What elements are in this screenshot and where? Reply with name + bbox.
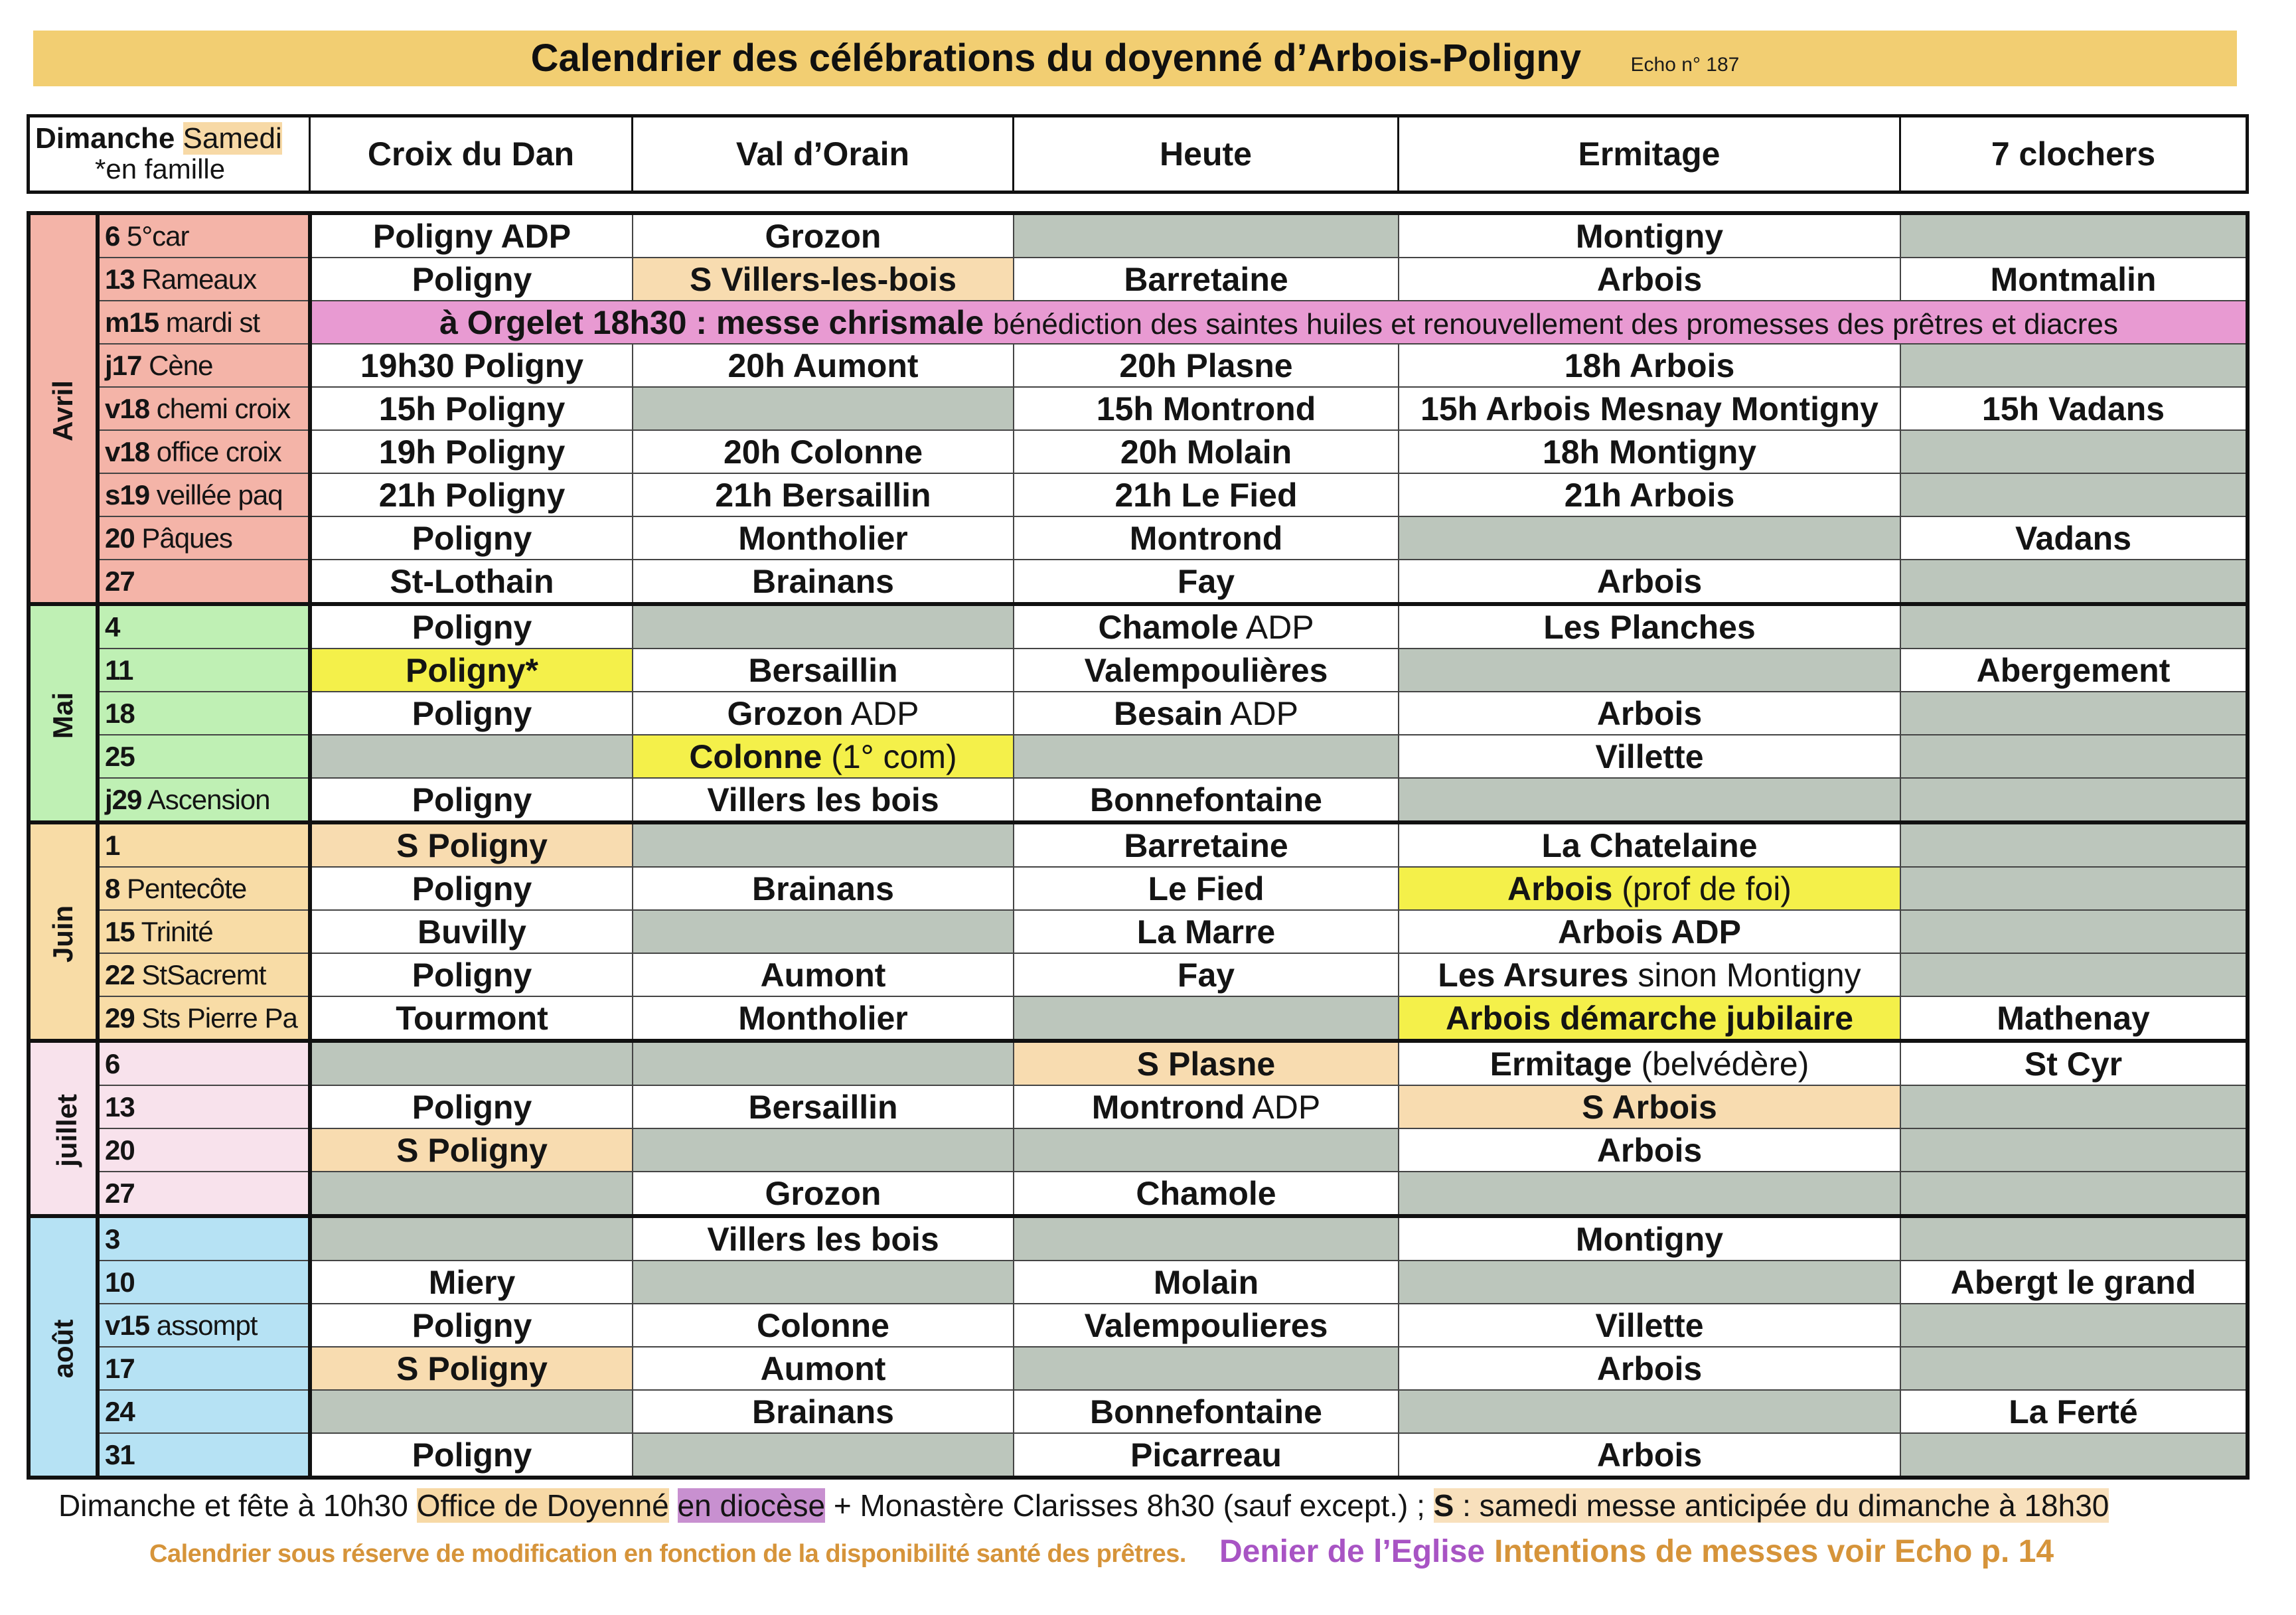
cell-heute: Besain ADP [1014,692,1399,735]
cell-heute [1014,1128,1399,1172]
footer-legend [58,1484,2249,1527]
title-bar [33,31,2237,86]
date-cell: 17 [98,1347,310,1390]
cell-ermitage: Villette [1399,1304,1900,1347]
cell-val-dorain: Brainans [633,867,1014,910]
cell-val-dorain [633,604,1014,649]
cell-7-clochers [1900,822,2248,867]
cell-val-dorain: Brainans [633,1390,1014,1433]
cell-ermitage: Villette [1399,735,1900,778]
footer-notes [149,1531,2273,1573]
cell-croix-du-dan: Buvilly [310,910,633,953]
date-cell: 29 Sts Pierre Pa [98,996,310,1041]
cell-croix-du-dan: Poligny [310,867,633,910]
cell-croix-du-dan: Poligny [310,953,633,996]
cell-val-dorain: 20h Aumont [633,344,1014,387]
date-cell: 8 Pentecôte [98,867,310,910]
cell-val-dorain [633,1128,1014,1172]
cell-val-dorain: Grozon [633,213,1014,258]
cell-heute: S Plasne [1014,1041,1399,1085]
cell-croix-du-dan: 19h30 Poligny [310,344,633,387]
cell-7-clochers [1900,560,2248,604]
table-row [29,1390,2248,1433]
chrismale-desc: bénédiction des saintes huiles et renouvellement des promesses des prêtres et diacres [992,307,2118,341]
cell-7-clochers [1900,1216,2248,1261]
footer-s-letter: S [1433,1488,1454,1523]
month-juin: Juin [29,822,98,1041]
date-cell: 27 [98,560,310,604]
table-row [29,778,2248,822]
cell-ermitage: Ermitage (belvédère) [1399,1041,1900,1085]
date-cell: j29 Ascension [98,778,310,822]
cell-ermitage: Les Planches [1399,604,1900,649]
table-row [29,560,2248,604]
cell-val-dorain: Brainans [633,560,1014,604]
table-row [29,1085,2248,1128]
month-juillet: juillet [29,1041,98,1216]
cell-ermitage [1399,649,1900,692]
cell-heute: Fay [1014,560,1399,604]
table-row [29,735,2248,778]
cell-heute [1014,1216,1399,1261]
table-row [29,910,2248,953]
cell-croix-du-dan [310,1041,633,1085]
cell-val-dorain: Grozon [633,1172,1014,1216]
table-row [29,649,2248,692]
date-cell: 3 [98,1216,310,1261]
cell-ermitage: Arbois [1399,1128,1900,1172]
date-cell: 6 [98,1041,310,1085]
cell-val-dorain [633,822,1014,867]
date-cell: 25 [98,735,310,778]
cell-ermitage: Montigny [1399,1216,1900,1261]
cell-heute: Picarreau [1014,1433,1399,1478]
date-cell: 15 Trinité [98,910,310,953]
cell-val-dorain: 20h Colonne [633,430,1014,473]
header-ermitage: Ermitage [1399,116,1900,192]
footer-denier: Denier de l’Eglise [1219,1534,1486,1569]
cell-7-clochers [1900,1347,2248,1390]
footer-intentions: Intentions de messes voir Echo p. 14 [1494,1534,2054,1569]
cell-heute [1014,996,1399,1041]
cell-croix-du-dan [310,735,633,778]
cell-croix-du-dan: Poligny [310,604,633,649]
cell-val-dorain: Colonne [633,1304,1014,1347]
cell-croix-du-dan: S Poligny [310,1128,633,1172]
cell-val-dorain: 21h Bersaillin [633,473,1014,516]
table-row [29,1347,2248,1390]
cell-7-clochers [1900,867,2248,910]
cell-val-dorain: Colonne (1° com) [633,735,1014,778]
date-cell: 13 Rameaux [98,258,310,301]
cell-ermitage: Les Arsures sinon Montigny [1399,953,1900,996]
cell-croix-du-dan: Poligny [310,692,633,735]
cell-ermitage: 21h Arbois [1399,473,1900,516]
date-cell: 10 [98,1261,310,1304]
table-row [29,213,2248,258]
cell-heute: Le Fied [1014,867,1399,910]
header-croix-du-dan: Croix du Dan [310,116,633,192]
cell-heute: 15h Montrond [1014,387,1399,430]
table-row [29,516,2248,560]
page-title: Calendrier des célébrations du doyenné d’Arbois-Poligny [530,37,1582,80]
date-cell: m15 mardi st [98,301,310,344]
cell-ermitage: Arbois [1399,1433,1900,1478]
table-row [29,1261,2248,1304]
cell-7-clochers [1900,1128,2248,1172]
cell-7-clochers: Montmalin [1900,258,2248,301]
table-row [29,822,2248,867]
table-row [29,258,2248,301]
table-row [29,1172,2248,1216]
table-row [29,1216,2248,1261]
cell-ermitage [1399,1172,1900,1216]
date-cell: 13 [98,1085,310,1128]
cell-7-clochers [1900,910,2248,953]
table-row [29,387,2248,430]
cell-ermitage: La Chatelaine [1399,822,1900,867]
cell-val-dorain: Aumont [633,1347,1014,1390]
cell-7-clochers: St Cyr [1900,1041,2248,1085]
cell-7-clochers [1900,735,2248,778]
cell-7-clochers: La Ferté [1900,1390,2248,1433]
cell-ermitage: S Arbois [1399,1085,1900,1128]
cell-croix-du-dan: 15h Poligny [310,387,633,430]
table-row [29,1128,2248,1172]
cell-heute: 20h Molain [1014,430,1399,473]
cell-croix-du-dan: Poligny [310,778,633,822]
cell-val-dorain: Montholier [633,996,1014,1041]
cell-ermitage [1399,778,1900,822]
echo-number: Echo n° 187 [1630,54,1740,76]
cell-val-dorain [633,1433,1014,1478]
cell-val-dorain [633,387,1014,430]
table-row [29,604,2248,649]
cell-croix-du-dan [310,1390,633,1433]
header-7-clochers: 7 clochers [1900,116,2248,192]
cell-val-dorain: Bersaillin [633,649,1014,692]
cell-croix-du-dan [310,1216,633,1261]
date-cell: v18 chemi croix [98,387,310,430]
table-row [29,1304,2248,1347]
table-row [29,1041,2248,1085]
cell-ermitage [1399,1261,1900,1304]
footer-reserve: Calendrier sous réserve de modification en fonction de la disponibilité santé des prêtres. [149,1540,1186,1568]
cell-heute: Bonnefontaine [1014,778,1399,822]
cell-croix-du-dan: Miery [310,1261,633,1304]
cell-heute: Barretaine [1014,822,1399,867]
cell-heute: Fay [1014,953,1399,996]
date-cell: 22 StSacremt [98,953,310,996]
cell-val-dorain: Bersaillin [633,1085,1014,1128]
chrismale-title: à Orgelet 18h30 : messe chrismale [439,303,984,341]
cell-croix-du-dan: S Poligny [310,1347,633,1390]
cell-ermitage: Arbois [1399,560,1900,604]
header-dimanche: Dimanche [35,122,175,155]
calendar-table [27,211,2250,1480]
header-en-famille: *en famille [95,153,226,185]
footer-monastere: + Monastère Clarisses 8h30 (sauf except.) ; [825,1488,1434,1523]
cell-ermitage: 18h Montigny [1399,430,1900,473]
footer-samedi-note: : samedi messe anticipée du dimanche à 18h30 [1454,1488,2109,1523]
cell-ermitage [1399,1390,1900,1433]
cell-7-clochers [1900,604,2248,649]
date-cell: v18 office croix [98,430,310,473]
cell-7-clochers [1900,953,2248,996]
cell-7-clochers: Mathenay [1900,996,2248,1041]
cell-ermitage: Arbois démarche jubilaire [1399,996,1900,1041]
table-row [29,692,2248,735]
cell-val-dorain: Villers les bois [633,778,1014,822]
month-mai: Mai [29,604,98,822]
footer-en-diocese: en diocèse [677,1488,826,1523]
date-cell: 20 [98,1128,310,1172]
date-cell: 24 [98,1390,310,1433]
date-cell: 6 5°car [98,213,310,258]
cell-ermitage: Arbois ADP [1399,910,1900,953]
chrismale-banner [310,301,2248,344]
cell-croix-du-dan: Poligny [310,1085,633,1128]
date-cell: 27 [98,1172,310,1216]
cell-heute [1014,735,1399,778]
header-date-cell [29,116,310,192]
cell-heute: Barretaine [1014,258,1399,301]
date-cell: 20 Pâques [98,516,310,560]
cell-heute: 21h Le Fied [1014,473,1399,516]
month-avril: Avril [29,213,98,604]
table-row [29,996,2248,1041]
cell-7-clochers [1900,344,2248,387]
cell-croix-du-dan: Poligny ADP [310,213,633,258]
cell-7-clochers [1900,1085,2248,1128]
cell-heute [1014,1347,1399,1390]
cell-val-dorain: Villers les bois [633,1216,1014,1261]
cell-heute: Bonnefontaine [1014,1390,1399,1433]
header-samedi: Samedi [183,122,282,155]
cell-heute: La Marre [1014,910,1399,953]
table-row [29,953,2248,996]
date-cell: v15 assompt [98,1304,310,1347]
cell-7-clochers [1900,430,2248,473]
cell-croix-du-dan: Poligny [310,516,633,560]
footer-office-doyenne: Office de Doyenné [416,1488,669,1523]
table-row [29,867,2248,910]
cell-val-dorain: Aumont [633,953,1014,996]
cell-val-dorain [633,1041,1014,1085]
cell-7-clochers [1900,1433,2248,1478]
cell-croix-du-dan: 19h Poligny [310,430,633,473]
table-row [29,430,2248,473]
cell-val-dorain: Montholier [633,516,1014,560]
header-val-dorain: Val d’Orain [633,116,1014,192]
cell-heute: Chamole [1014,1172,1399,1216]
cell-ermitage [1399,516,1900,560]
table-row [29,301,2248,344]
cell-7-clochers [1900,778,2248,822]
cell-ermitage: 15h Arbois Mesnay Montigny [1399,387,1900,430]
cell-croix-du-dan: Poligny* [310,649,633,692]
cell-croix-du-dan: St-Lothain [310,560,633,604]
footer-dimanche-text: Dimanche et fête à 10h30 [58,1488,417,1523]
header-table [27,114,2249,194]
date-cell: s19 veillée paq [98,473,310,516]
cell-7-clochers [1900,692,2248,735]
cell-croix-du-dan: Poligny [310,1304,633,1347]
cell-val-dorain: Grozon ADP [633,692,1014,735]
cell-croix-du-dan [310,1172,633,1216]
cell-7-clochers [1900,473,2248,516]
cell-val-dorain [633,1261,1014,1304]
cell-heute: Valempoulieres [1014,1304,1399,1347]
cell-ermitage: Arbois [1399,258,1900,301]
table-row [29,1433,2248,1478]
cell-heute: Molain [1014,1261,1399,1304]
cell-ermitage: Montigny [1399,213,1900,258]
cell-7-clochers [1900,1172,2248,1216]
date-cell: 18 [98,692,310,735]
cell-7-clochers [1900,1304,2248,1347]
table-row [29,344,2248,387]
cell-croix-du-dan: Tourmont [310,996,633,1041]
cell-croix-du-dan: Poligny [310,1433,633,1478]
cell-ermitage: Arbois [1399,1347,1900,1390]
cell-7-clochers: Abergement [1900,649,2248,692]
month-aout: août [29,1216,98,1478]
cell-croix-du-dan: S Poligny [310,822,633,867]
cell-heute: 20h Plasne [1014,344,1399,387]
cell-7-clochers: Abergt le grand [1900,1261,2248,1304]
cell-croix-du-dan: 21h Poligny [310,473,633,516]
cell-val-dorain [633,910,1014,953]
header-heute: Heute [1014,116,1399,192]
date-cell: 31 [98,1433,310,1478]
cell-ermitage: Arbois (prof de foi) [1399,867,1900,910]
cell-heute: Montrond [1014,516,1399,560]
cell-7-clochers: Vadans [1900,516,2248,560]
cell-croix-du-dan: Poligny [310,258,633,301]
date-cell: j17 Cène [98,344,310,387]
cell-ermitage: 18h Arbois [1399,344,1900,387]
header-row [29,116,2248,192]
date-cell: 4 [98,604,310,649]
cell-val-dorain: S Villers-les-bois [633,258,1014,301]
cell-heute: Valempoulières [1014,649,1399,692]
cell-heute [1014,213,1399,258]
cell-heute: Chamole ADP [1014,604,1399,649]
cell-ermitage: Arbois [1399,692,1900,735]
cell-7-clochers: 15h Vadans [1900,387,2248,430]
cell-heute: Montrond ADP [1014,1085,1399,1128]
cell-7-clochers [1900,213,2248,258]
date-cell: 11 [98,649,310,692]
table-row [29,473,2248,516]
date-cell: 1 [98,822,310,867]
